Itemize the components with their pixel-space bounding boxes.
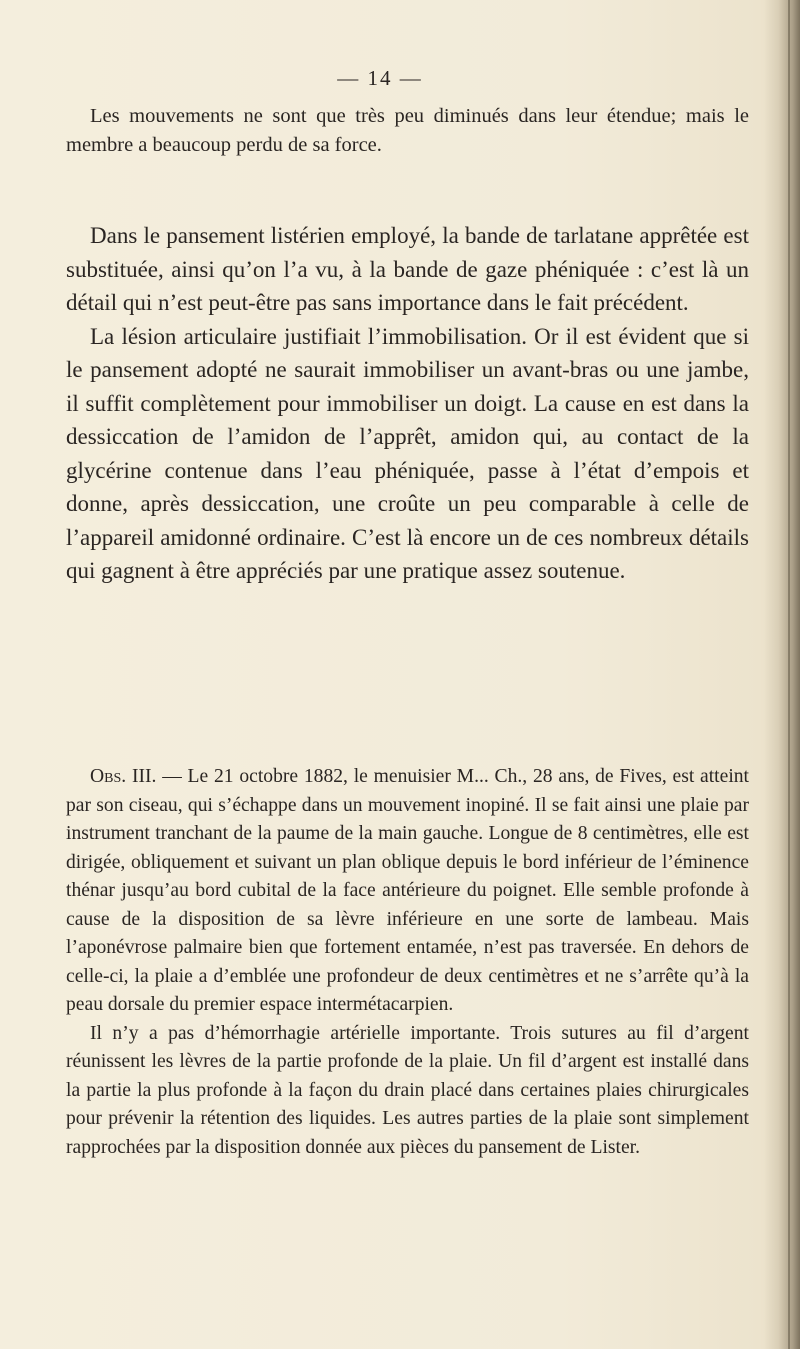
observation-text-1: — Le 21 octobre 1882, le menuisier M... Ch., 28 ans, de Fives, est atteint par son ciseau, qui s’échappe dans un mouvement inopiné. Il se fait ainsi une plaie par instrument tranchant de la paume de la main gauche. Longue de 8 centimètres, elle est dirigée, obliquement et suivant un plan oblique depuis le bord inférieur de l’éminence thénar jusqu’au bord cubital de la face antérieure du poignet. Elle semble profonde à cause de la disposition de sa lèvre inférieure en une sorte de lambeau. Mais l’aponévrose palmaire bien que fortement entamée, n’est pas traversée. En dehors de celle-ci, la plaie a d’emblée une profondeur de deux centimètres et ne s’arrête qu’à la peau dorsale du premier espace intermétacarpien.	[66, 766, 750, 1015]
observation-paragraph-2: Il n’y a pas d’hémorrhagie artérielle importante. Trois sutures au fil d’argent réunissent les lèvres de la partie profonde de la plaie. Un fil d’argent est installé dans la partie la plus profonde à la façon du drain placé dans certaines plaies chirurgicales pour prévenir la rétention des liquides. Les autres parties de la plaie sont simplement rapprochées par la disposition donnée aux pièces du pansement de Lister.	[66, 1022, 749, 1158]
observation-paragraph-1	[66, 763, 749, 1020]
main-paragraph-2: La lésion articulaire justifiait l’immobilisation. Or il est évident que si le pansement adopté ne saurait immobiliser un avant-bras ou une jambe, il suffit complètement pour immobiliser un doigt. La cause en est dans la dessiccation de l’amidon de l’apprêt, amidon qui, au contact de la glycérine contenue dans l’eau phéniquée, passe à l’état d’empois et donne, après dessiccation, une croûte un peu comparable à celle de l’appareil amidonné ordinaire. C’est là encore un de ces nombreux détails qui gagnent à être appréciés par une pratique assez soutenue.	[66, 323, 749, 583]
page-edge-shadow	[764, 0, 800, 1349]
intro-paragraph-block	[66, 102, 749, 160]
intro-paragraph: Les mouvements ne sont que très peu diminués dans leur étendue; mais le membre a beaucoup perdu de sa force.	[66, 105, 749, 156]
main-text-block	[66, 219, 749, 588]
page-number: — 14 —	[337, 66, 423, 90]
observation-label: Obs. III.	[90, 766, 157, 787]
main-paragraph-1: Dans le pansement listérien employé, la bande de tarlatane apprêtée est substituée, ainsi qu’on l’a vu, à la bande de gaze phéniquée : c’est là un détail qui n’est peut-être pas sans importance dans le fait précédent.	[66, 223, 749, 315]
page-binding-line	[788, 0, 790, 1349]
observation-block	[66, 763, 749, 1162]
